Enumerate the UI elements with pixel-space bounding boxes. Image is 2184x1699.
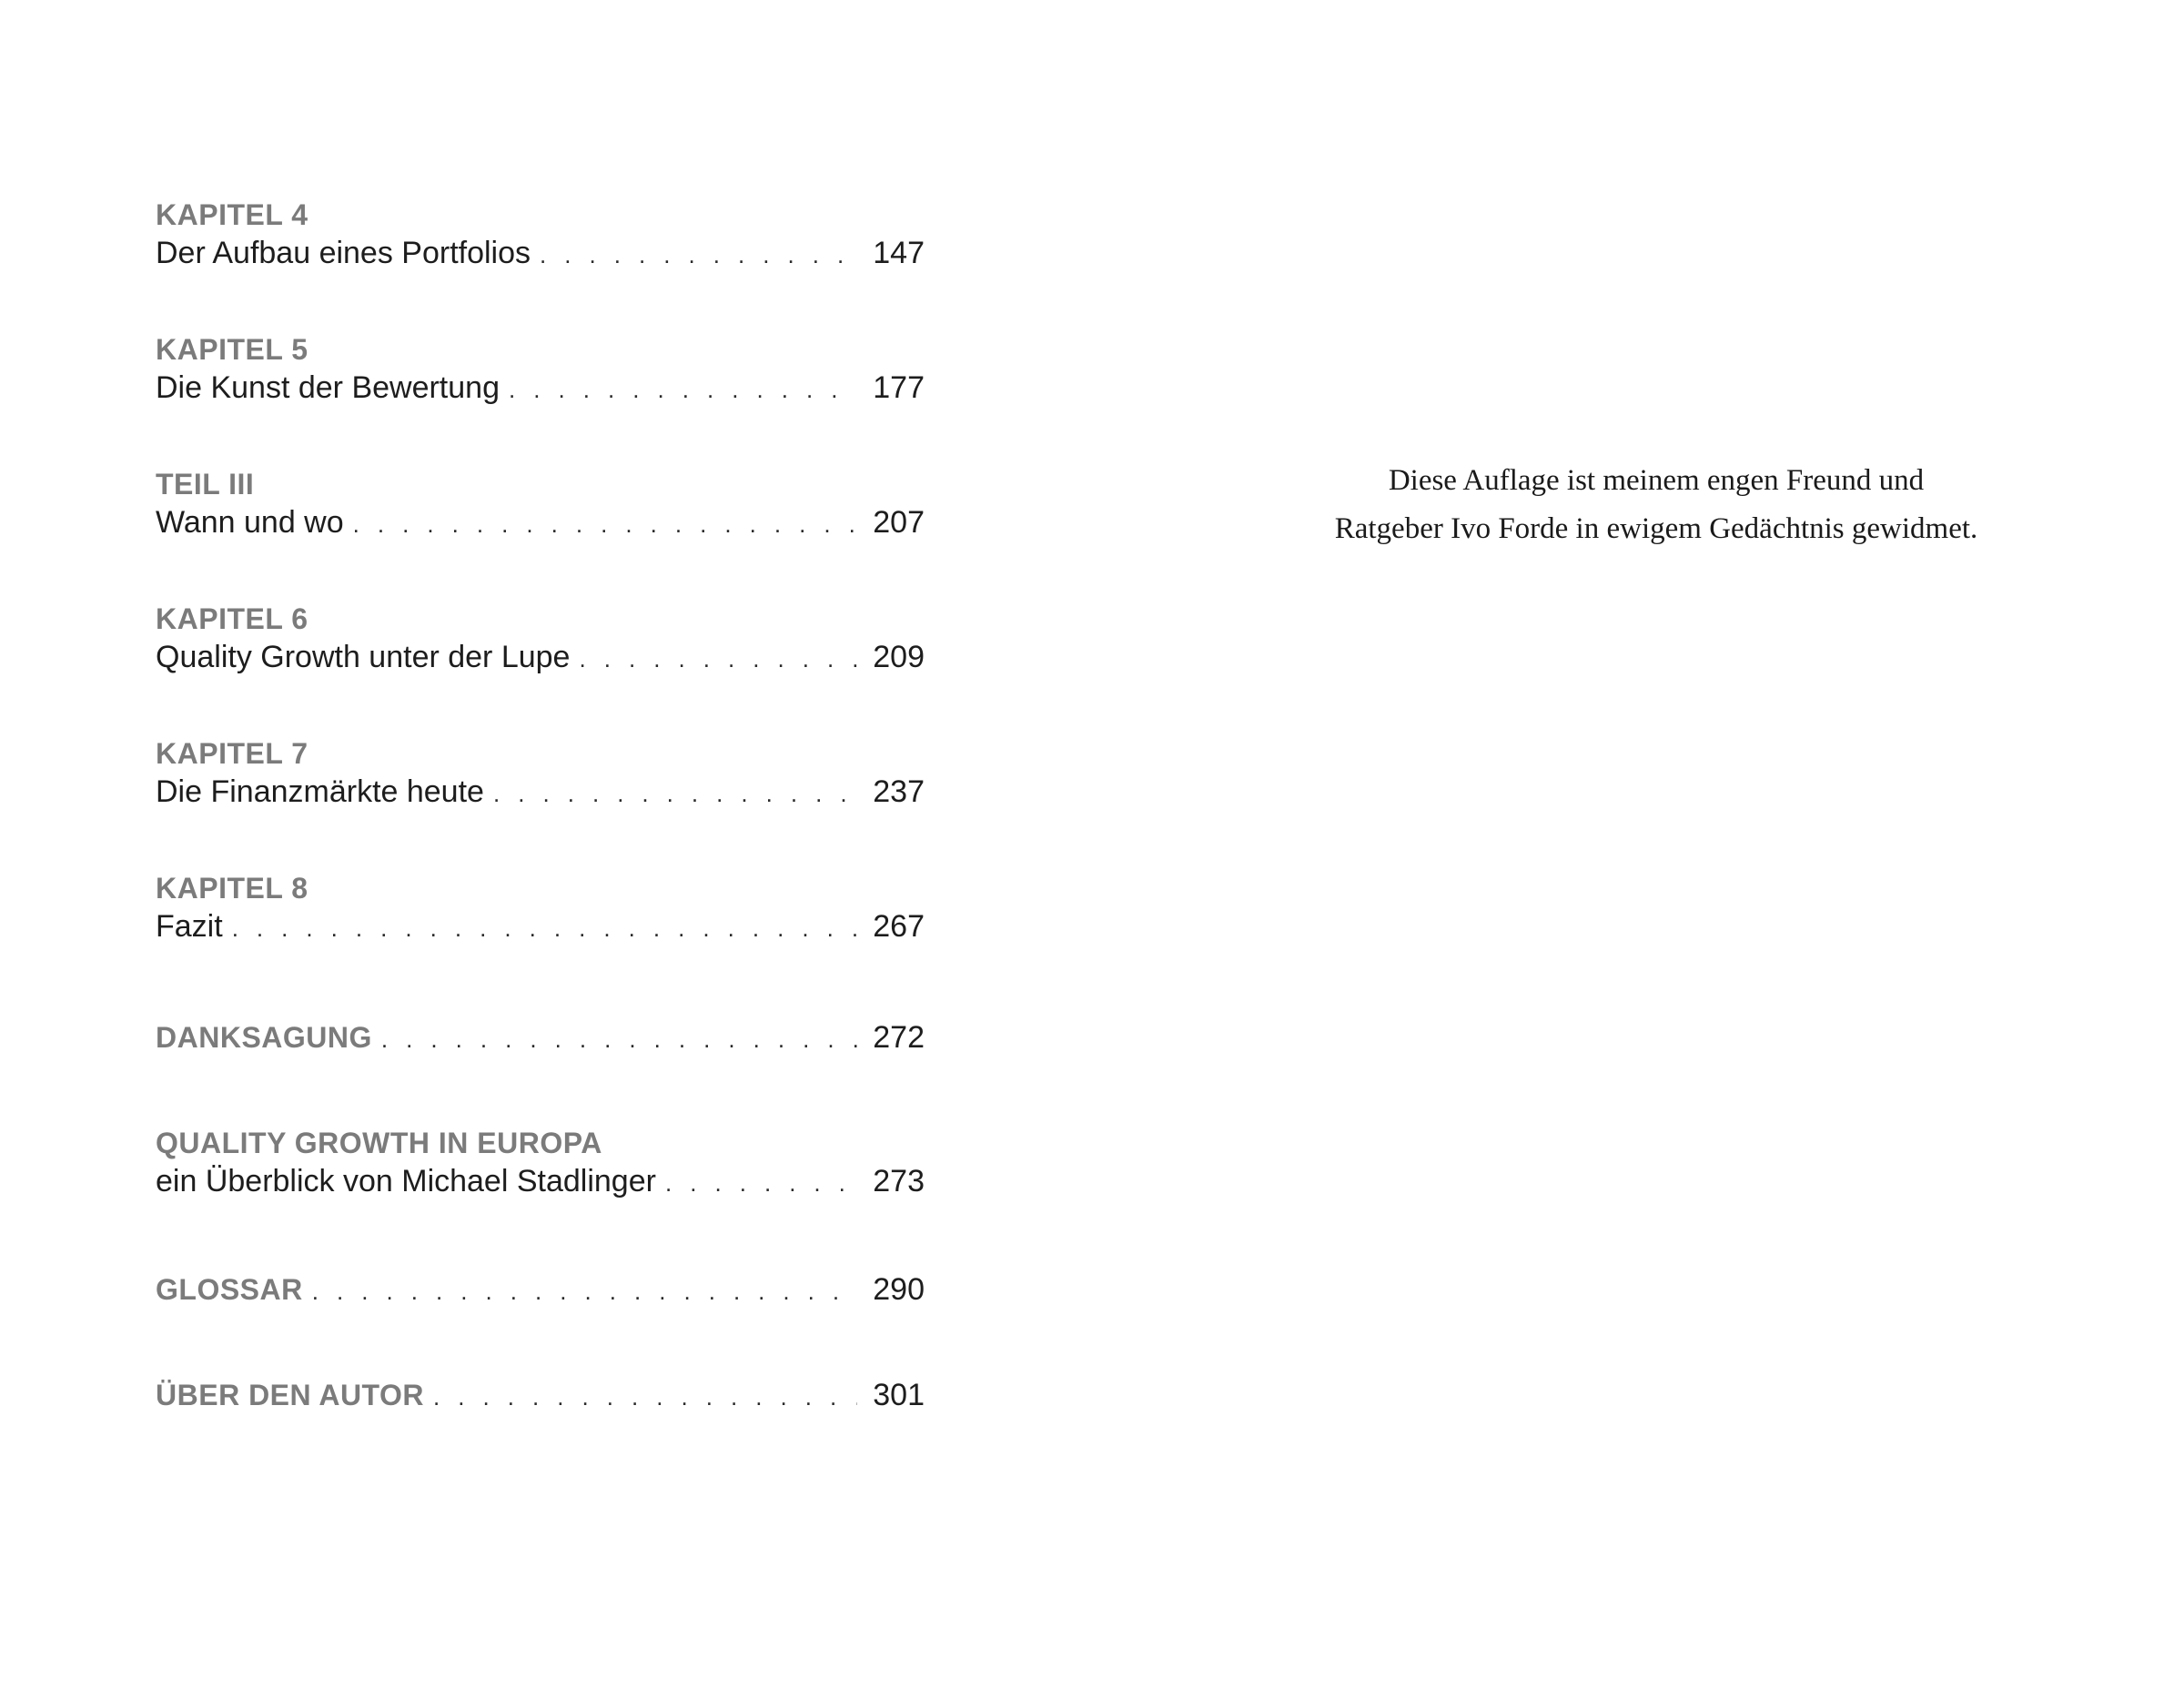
toc-line[interactable] xyxy=(156,774,925,812)
toc-title: Quality Growth unter der Lupe xyxy=(156,640,571,674)
toc-label: TEIL III xyxy=(156,468,255,501)
toc-title: Der Aufbau eines Portfolios xyxy=(156,236,531,270)
toc-title: Die Finanzmärkte heute xyxy=(156,774,484,809)
dot-leader xyxy=(381,1021,857,1057)
dot-leader xyxy=(312,1273,857,1310)
toc-page-number: 237 xyxy=(873,774,925,809)
dot-leader xyxy=(665,1165,857,1201)
toc-title: Fazit xyxy=(156,909,223,944)
toc-title: GLOSSAR xyxy=(156,1273,303,1306)
toc-line[interactable] xyxy=(156,369,925,408)
toc-label: QUALITY GROWTH IN EUROPA xyxy=(156,1127,602,1159)
toc-line[interactable] xyxy=(156,504,925,542)
dot-leader xyxy=(353,506,857,542)
toc-label: KAPITEL 4 xyxy=(156,198,308,231)
toc-page-number: 177 xyxy=(873,370,925,405)
dot-leader xyxy=(433,1379,857,1415)
toc-line[interactable] xyxy=(156,639,925,677)
toc-label: KAPITEL 6 xyxy=(156,602,308,635)
toc-line[interactable] xyxy=(156,1271,925,1310)
toc-title: DANKSAGUNG xyxy=(156,1021,372,1054)
toc-page-number: 301 xyxy=(873,1378,925,1412)
toc-line[interactable] xyxy=(156,235,925,273)
toc-title: ein Überblick von Michael Stadlinger xyxy=(156,1164,656,1198)
dot-leader xyxy=(232,910,857,946)
toc-page-number: 207 xyxy=(873,505,925,540)
toc-title: ÜBER DEN AUTOR xyxy=(156,1379,425,1411)
dot-leader xyxy=(509,371,857,408)
toc-line[interactable] xyxy=(156,1019,925,1057)
dedication-line-2: Ratgeber Ivo Forde in ewigem Gedächtnis gewidmet. xyxy=(1334,512,1978,545)
dot-leader xyxy=(579,641,857,677)
toc-label: KAPITEL 7 xyxy=(156,737,308,770)
toc-line[interactable] xyxy=(156,908,925,946)
dot-leader xyxy=(540,237,857,273)
toc-line[interactable] xyxy=(156,1163,925,1201)
toc-page-number: 209 xyxy=(873,640,925,674)
toc-page-number: 147 xyxy=(873,236,925,270)
dedication-line-1: Diese Auflage ist meinem engen Freund und xyxy=(1388,464,1925,497)
toc-title: Die Kunst der Bewertung xyxy=(156,370,500,405)
toc-line[interactable] xyxy=(156,1377,925,1415)
dot-leader xyxy=(493,775,857,812)
toc-label: KAPITEL 8 xyxy=(156,872,308,905)
dedication-text xyxy=(1292,457,2020,553)
toc-page-number: 290 xyxy=(873,1272,925,1307)
toc-page-number: 273 xyxy=(873,1164,925,1198)
toc-page-number: 272 xyxy=(873,1020,925,1055)
toc-label: KAPITEL 5 xyxy=(156,333,308,366)
toc-page-number: 267 xyxy=(873,909,925,944)
toc-title: Wann und wo xyxy=(156,505,344,540)
